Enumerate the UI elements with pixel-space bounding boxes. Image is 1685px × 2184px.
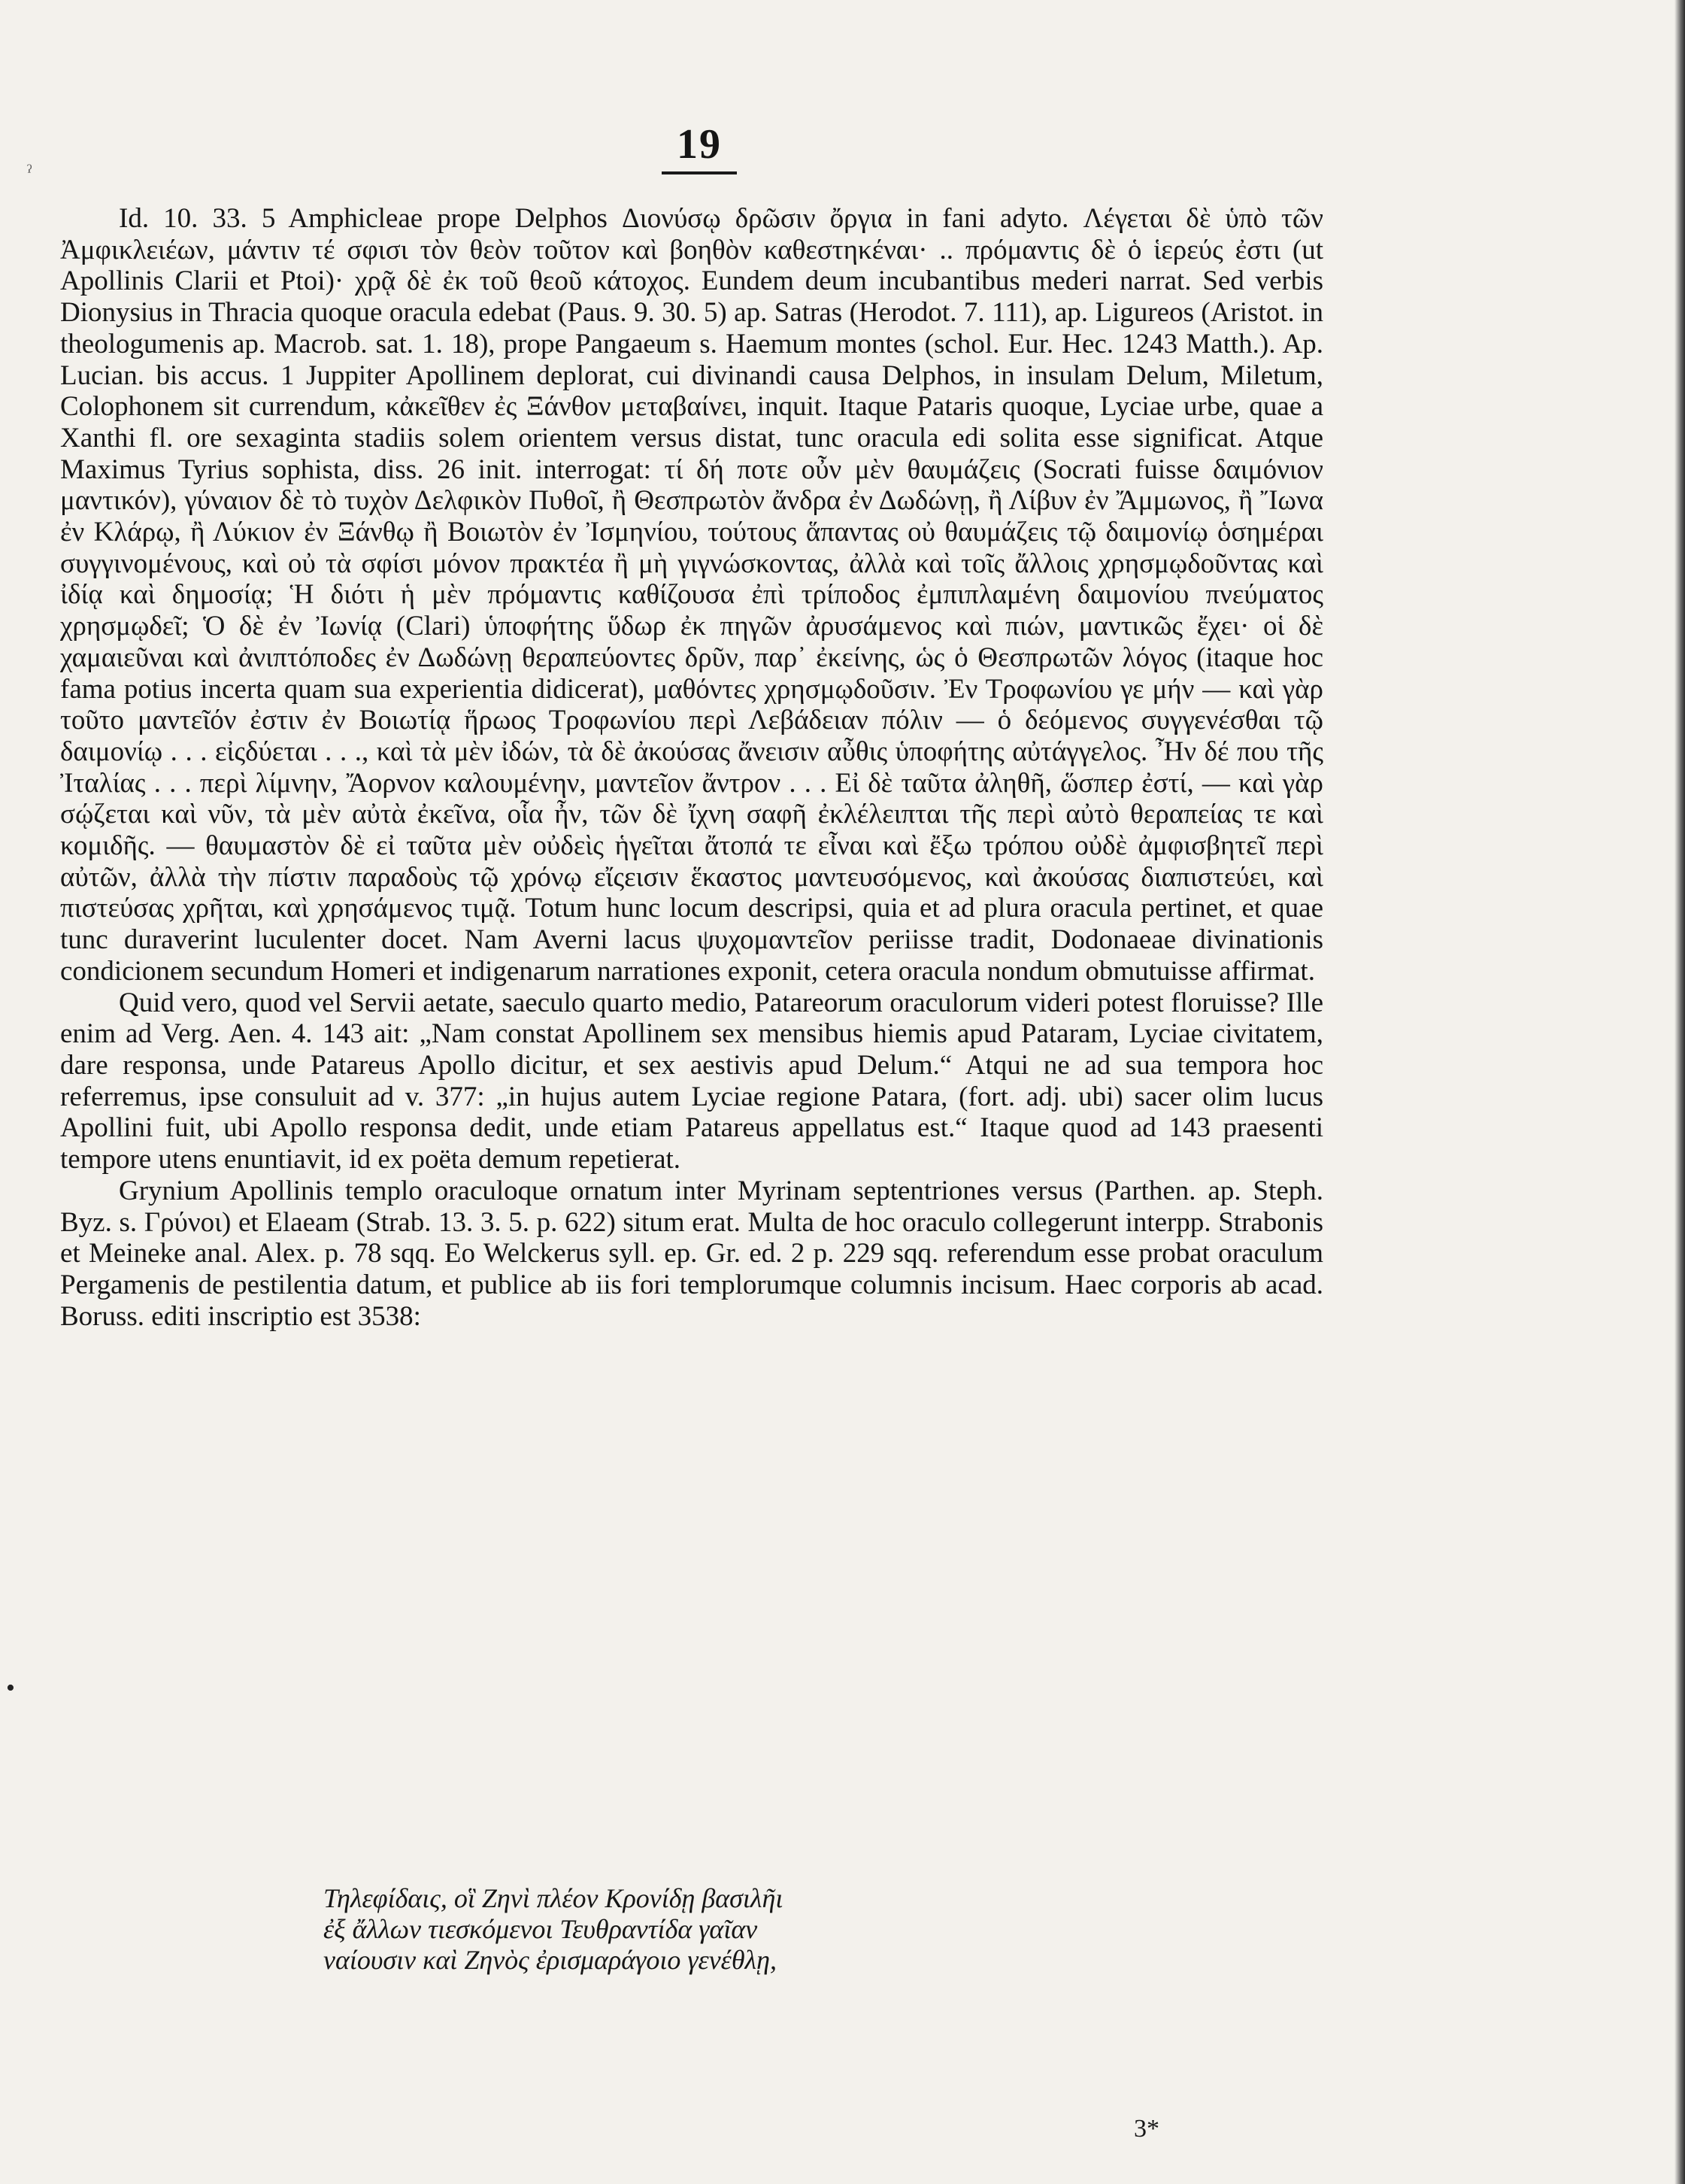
verse-line: ἐξ ἄλλων τιεσκόμενοι Τευθραντίδα γαῖαν — [323, 1914, 758, 1944]
verse-line: Τηλεφίδαις, οἳ Ζηνὶ πλέον Κρονίδῃ βασιλῆι — [323, 1883, 783, 1913]
paragraph-grynium: Grynium Apollinis templo oraculoque ornatum inter Myrinam septentriones versus (Parthen. ap. Steph. Byz. s. Γρύνοι) et Elaeam (Strab. 13. 3. 5. p. 622) situm erat. Multa de hoc oraculo collegerunt interpp. Strabonis et Meineke anal. Alex. p. 78 sqq. Eo Welckerus syll. ep. Gr. ed. 2 p. 229 sqq. referendum esse probat oraculum Pergamenis de pestilentia datum, et publice ab iis fori templorumque columnis incisum. Haec corporis ab acad. Boruss. editi inscriptio est 3538: — [60, 1175, 1323, 1332]
verse-line: ναίουσιν καὶ Ζηνὸς ἐρισμαράγοιο γενέθλῃ, — [323, 1945, 777, 1975]
page-number: 19 — [677, 121, 722, 168]
margin-mark: ˀ — [27, 161, 32, 183]
printer-signature: 3* — [1134, 2115, 1159, 2143]
body-text — [60, 203, 1323, 1332]
margin-bullet: • — [6, 1674, 15, 1702]
paragraph-amphicleae: Id. 10. 33. 5 Amphicleae prope Delphos Διονύσῳ δρῶσιν ὄργια in fani adyto. Λέγεται δὲ ὑπὸ τῶν Ἀμφικλειέων, μάντιν τέ σφισι τὸν θεὸν τοῦτον καὶ βοηθὸν καθεστηκέναι· .. πρόμαντις δὲ ὁ ἱερεύς ἐστι (ut Apollinis Clarii et Ptoi)· χρᾷ δὲ ἐκ τοῦ θεοῦ κάτοχος. Eundem deum incubantibus mederi narrat. Sed verbis Dionysius in Thracia quoque oracula edebat (Paus. 9. 30. 5) ap. Satras (Herodot. 7. 111), ap. Ligureos (Aristot. in theologumenis ap. Macrob. sat. 1. 18), prope Pangaeum s. Haemum montes (schol. Eur. Hec. 1243 Matth.). Ap. Lucian. bis accus. 1 Juppiter Apollinem deplorat, cui divinandi causa Delphos, in insulam Delum, Miletum, Colophonem sit currendum, κἀκεῖθεν ἐς Ξάνθον μεταβαίνει, inquit. Itaque Pataris quoque, Lyciae urbe, quae a Xanthi fl. ore sexaginta stadiis solem orientem versus distat, tunc oracula edi solita esse significat. Atque Maximus Tyrius sophista, diss. 26 init. interrogat: τί δή ποτε οὖν μὲν θαυμάζεις (Socrati fuisse δαιμόνιον μαντικόν), γύναιον δὲ τὸ τυχὸν Δελφικὸν Πυθοῖ, ἢ Θεσπρωτὸν ἄνδρα ἐν Δωδώνῃ, ἢ Λίβυν ἐν Ἄμμωνος, ἢ Ἴωνα ἐν Κλάρῳ, ἢ Λύκιον ἐν Ξάνθῳ ἢ Βοιωτὸν ἐν Ἰσμηνίου, τούτους ἅπαντας οὐ θαυμάζεις τῷ δαιμονίῳ ὁσημέραι συγγινομένους, καὶ οὐ τὰ σφίσι μόνον πρακτέα ἢ μὴ γιγνώσκοντας, ἀλλὰ καὶ τοῖς ἄλλοις χρησμῳδοῦντας καὶ ἰδίᾳ καὶ δημοσίᾳ; Ἡ διότι ἡ μὲν πρόμαντις καθίζουσα ἐπὶ τρίποδος ἐμπιπλαμένη δαιμονίου πνεύματος χρησμῳδεῖ; Ὁ δὲ ἐν Ἰωνίᾳ (Clari) ὑποφήτης ὕδωρ ἐκ πηγῶν ἀρυσάμενος καὶ πιών, μαντικῶς ἔχει· οἱ δὲ χαμαιεῦναι καὶ ἀνιπτόποδες ἐν Δωδώνῃ θεραπεύοντες δρῦν, παρ᾽ ἐκείνης, ὡς ὁ Θεσπρωτῶν λόγος (itaque hoc fama potius incerta quam sua experientia didicerat), μαθόντες χρησμῳδοῦσιν. Ἐν Τροφωνίου γε μήν — καὶ γὰρ τοῦτο μαντεῖόν ἐστιν ἐν Βοιωτίᾳ ἥρωος Τροφωνίου περὶ Λεβάδειαν πόλιν — ὁ δεόμενος συγγενέσθαι τῷ δαιμονίῳ . . . εἰςδύεται . . ., καὶ τὰ μὲν ἰδών, τὰ δὲ ἀκούσας ἄνεισιν αὖθις ὑποφήτης αὐτάγγελος. Ἦν δέ που τῆς Ἰταλίας . . . περὶ λίμνην, Ἄορνον καλουμένην, μαντεῖον ἄντρον . . . Εἰ δὲ ταῦτα ἀληθῆ, ὥσπερ ἐστί, — καὶ γὰρ σῴζεται καὶ νῦν, τὰ μὲν αὐτὰ ἐκεῖνα, οἷα ἦν, τῶν δὲ ἴχνη σαφῆ ἐκλέλειπται τῆς περὶ αὐτὸ θεραπείας τε καὶ κομιδῆς. — θαυμαστὸν δὲ εἰ ταῦτα μὲν οὐδεὶς ἡγεῖται ἄτοπά τε εἶναι καὶ ἔξω τρόπου οὐδὲ ἀμφισβητεῖ περὶ αὐτῶν, ἀλλὰ τὴν πίστιν παραδοὺς τῷ χρόνῳ εἴςεισιν ἕκαστος μαντευσόμενος, καὶ ἀκούσας διαπιστεύει, καὶ πιστεύσας χρῆται, καὶ χρησάμενος τιμᾷ. Totum hunc locum descripsi, quia et ad plura oracula pertinet, et quae tunc duraverint luculenter docet. Nam Averni lacus ψυχομαντεῖον periisse tradit, Dodonaeae divinationis condicionem secundum Homeri et indigenarum narrationes exponit, cetera oracula nondum obmutuisse affirmat. — [60, 203, 1323, 987]
inscription-verse — [323, 1883, 1150, 1976]
paragraph-servius: Quid vero, quod vel Servii aetate, saeculo quarto medio, Patareorum oraculorum videri potest floruisse? Ille enim ad Verg. Aen. 4. 143 ait: „Nam constat Apollinem sex mensibus hiemis apud Pataram, Lyciae civitatem, dare responsa, unde Patareus Apollo dicitur, et sex aestivis apud Delum.“ Atqui ne ad sua tempora hoc referremus, ipse consuluit ad v. 377: „in hujus autem Lyciae regione Patara, (fort. adj. ubi) sacer olim lucus Apollini fuit, ubi Apollo responsa dedit, unde etiam Patareus appellatus est.“ Itaque quod ad 143 praesenti tempore utens enuntiavit, id ex poëta demum repetierat. — [60, 987, 1323, 1175]
page-number-rule — [662, 171, 737, 174]
page-edge-shadow — [1674, 0, 1685, 2184]
